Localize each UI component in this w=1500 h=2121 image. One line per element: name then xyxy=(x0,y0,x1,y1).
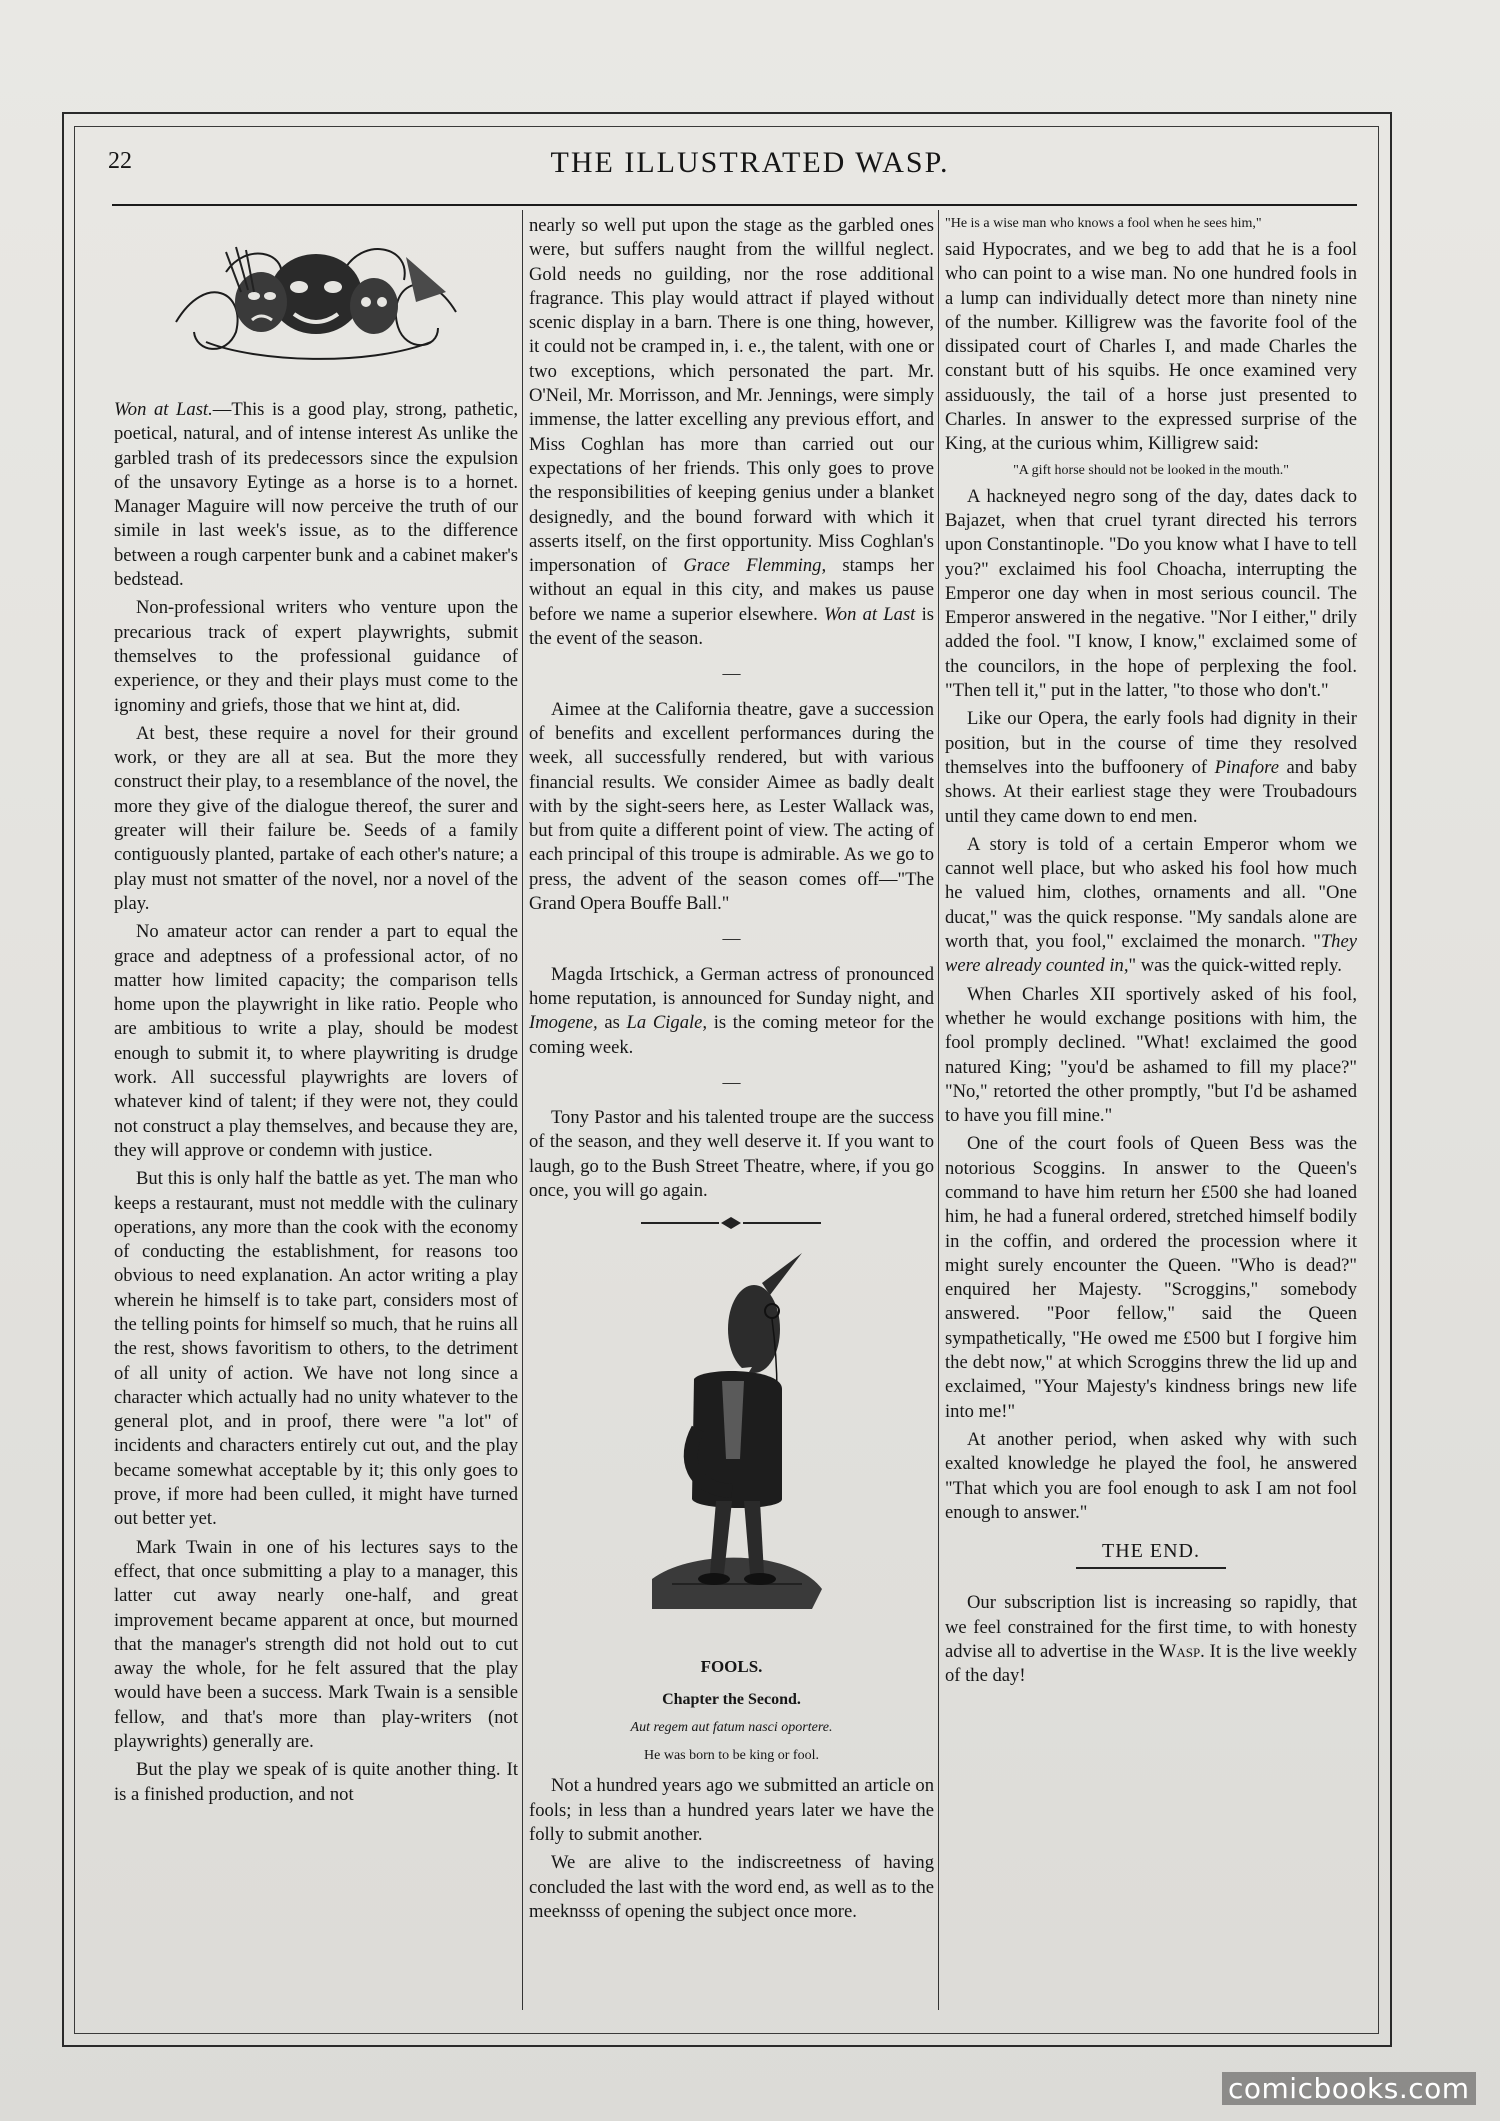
divider-flourish xyxy=(529,1213,934,1233)
title-la-cigale: La Cigale, xyxy=(626,1012,708,1034)
col2-paragraph-1a: nearly so well put upon the stage as the garbled ones were, but suffers naught from the willful neglect. Gold needs no guilding, nor the rose additional fragrance. This play would attract if played without scenic display in a barn. There is one thing, however, it could not be cramped in, i. e., the talent, with one or two exceptions, which personated the part. Mr. O'Neil, Mr. Morrisson, and Mr. Jennings, were simply immense, the latter excelling any previous effort, and Miss Coghlan has more than carried out our expectations of her friends. This only goes to prove the responsibilities of keeping genius under a blanket designedly, and the bound forward with which it asserts itself, on the first opportunity. Miss Coghlan's impersonation of xyxy=(529,215,934,577)
col1-paragraph-5: But this is only half the battle as yet. The man who keeps a restaurant, must not meddle with the culinary operations, any more than the cook with the economy of conducting the establishment, for reasons too obvious to need explanation. An actor writing a play wherein he himself is to take part, considers most of the telling points for himself so much, that he ruins all the rest, shows favoritism to others, to the detriment of all unity of action. We have not long since a character which actually had no unity whatever to the general plot, and in proof, there were "a lot" of incidents and characters entirely cut out, and the play became somewhat acceptable by it; this only goes to prove, if more had been culled, it might have turned out better yet. xyxy=(114,1168,518,1530)
col2-paragraph-1c: is the event of the season. xyxy=(529,603,934,650)
col1-paragraph-4: No amateur actor can render a part to equal the grace and adeptness of a professional actor, of no matter how limited capacity; the comparison tells home upon the playwright in like ratio. People who are ambitious to write a play, should be modest enough to submit it, to where playwriting is drudge work. All successful playwrights are lovers of whatever kind of talent; if they were not, they could not construct a play themselves, and because they are, they will approve or condemn with justice. xyxy=(114,921,518,1161)
col1-paragraph-1: —This is a good play, strong, pathetic, poetical, natural, and of intense interest As unlike the garbled trash of its predecessors since the expulsion of the unsavory Eytinge as a horse is to a hornet. Manager Maguire will now perceive the truth of our simile in last week's issue, as to the difference between a rough carpenter bunk and a cabinet maker's bedstead. xyxy=(114,399,518,591)
role-grace-flemming: Grace Flemming, xyxy=(683,555,827,577)
title-pinafore: Pinafore xyxy=(1214,756,1279,778)
col2-paragraph-magda-a: Magda Irtschick, a German actress of pronounced home reputation, is announced for Sunday night, and xyxy=(529,963,934,1009)
donkey-fool-illustration xyxy=(632,1249,832,1649)
section-dash-1: — xyxy=(722,663,741,684)
theatrical-masks-ornament xyxy=(166,232,466,372)
col3-paragraph-2: A hackneyed negro song of the day, dates dack to Bajazet, when that cruel tyrant directed his terrors upon Constantinople. "Do you know what I have to tell you?" exclaimed his fool Choacha, interrupting the Emperor one day when in most serious council. The Emperor answered in the negative. "Nor I either," drily added the fool. "I know, I know," exclaimed some of the councilors, in the hope of perplexing the fool. "Then tell it," put in the latter, "to those who don't." xyxy=(945,485,1357,702)
column-divider-2 xyxy=(938,210,939,2010)
col3-paragraph-4b: " was the quick-witted reply. xyxy=(1128,955,1342,977)
col3-paragraph-8b: It is the live weekly of the day! xyxy=(945,1641,1357,1687)
the-end-heading: THE END. xyxy=(1102,1540,1200,1563)
quote-wise-man: "He is a wise man who knows a fool when he sees him," xyxy=(945,216,1262,231)
col2-paragraph-tony-pastor: Tony Pastor and his talented troupe are the success of the season, and they well deserve it. If you want to laugh, go to the Bush Street Theatre, where, if you go once, you will go again. xyxy=(529,1107,934,1201)
col3-paragraph-7: At another period, when asked why with such exalted knowledge he played the fool, he answered "That which you are fool enough to ask I am not fool enough to answer." xyxy=(945,1428,1357,1523)
chapter-heading: Chapter the Second. xyxy=(662,1690,801,1708)
col2-paragraph-fools-1: Not a hundred years ago we submitted an article on fools; in less than a hundred years later we have the folly to submit another. xyxy=(529,1775,934,1846)
play-title-won-at-last: Won at Last. xyxy=(114,399,213,420)
header-rule xyxy=(112,204,1357,206)
col3-paragraph-8a: Our subscription list is increasing so rapidly, that we feel constrained for the first time, to with honesty advise all to advertise in the xyxy=(945,1592,1357,1663)
column-1 xyxy=(114,214,518,1811)
section-dash-3: — xyxy=(722,1071,741,1092)
illustration-caption: FOOLS. xyxy=(700,1657,763,1677)
col2-paragraph-magda-b: as xyxy=(597,1012,627,1034)
col1-paragraph-3: At best, these require a novel for their ground work, or they are all at sea. But the more they construct their play, to a resemblance of the novel, the more they give of the dialogue thereof, the surer and greater will their failure be. Seeds of a family contiguously planted, partake of each other's nature; a play must not smatter of the novel, nor a novel of the play. xyxy=(114,722,518,914)
col3-paragraph-4a: A story is told of a certain Emperor whom we cannot well place, but who asked his fool how much he valued him, clothes, ornaments and all. "One ducat," was the quick response. "My sandals alone are worth that, you fool," exclaimed the monarch. " xyxy=(945,833,1357,953)
title-imogene: Imogene, xyxy=(529,1012,598,1034)
site-watermark: comicbooks.com xyxy=(1222,2072,1476,2105)
col1-paragraph-2: Non-professional writers who venture upon the precarious track of expert playwrights, submit themselves to the professional guidance of experience, or they and their plays must come to the ignominy and griefs, those that we hint at, did. xyxy=(114,597,518,716)
col1-paragraph-7: But the play we speak of is quite another thing. It is a finished production, and not xyxy=(114,1759,518,1805)
col3-paragraph-1: said Hypocrates, and we beg to add that he is a fool who can point to a wise man. No one hundred fools in a lump can individually detect more than ninety nine of the number. Killigrew was the favorite fool of the dissipated court of Charles I, and made Charles the constant butt of his squibs. He once examined very assiduously, the tail of a horse just presented to Charles. In answer to the expressed surprise of the King, at the curious whim, Killigrew said: xyxy=(945,239,1357,455)
column-divider-1 xyxy=(522,210,523,2010)
col3-paragraph-6: One of the court fools of Queen Bess was the notorious Scoggins. In answer to the Queen's command to have him return her £500 she had loaned him, he had a funeral ordered, stretched himself bodily in the coffin, and ordered the procession where it might surely encounter the Queen. "Who is dead?" enquired her Majesty. "Scroggins," somebody answered. "Poor fellow," said the Queen sympathetically, "He owed me £500 but I forgive him the debt now," at which Scroggins threw the lid up and exclaimed, "Your Majesty's kindness brings new life into me!" xyxy=(945,1133,1357,1422)
col2-paragraph-fools-2: We are alive to the indiscreetness of having concluded the last with the word end, as well as to the meeknsss of opening the subject once more. xyxy=(529,1852,934,1922)
section-dash-2: — xyxy=(722,928,741,949)
col2-paragraph-1b: stamps her without an equal in this city, and makes us pause before we name a superior elsewhere. xyxy=(529,555,934,625)
col3-paragraph-3b: and baby shows. At their earliest stage they were Troubadours until they came down to end men. xyxy=(945,756,1357,827)
col1-paragraph-6: Mark Twain in one of his lectures says to the effect, that once submitting a play to a manager, this latter cut away nearly one-half, and great improvement became apparent at once, but mourned that the manager's strength did not hold out to cut away the whole, for he felt assured that the play would have been a success. Mark Twain is a sensible fellow, and that's more than play-writers (not playwrights) generally are. xyxy=(114,1536,518,1753)
masthead-title: THE ILLUSTRATED WASP. xyxy=(550,146,950,179)
quote-already-counted: They were already counted in, xyxy=(945,931,1357,977)
column-2 xyxy=(529,214,934,1928)
col3-paragraph-3a: Like our Opera, the early fools had dignity in their position, but in the course of time they resolved themselves into the buffoonery of xyxy=(945,708,1357,778)
col3-paragraph-5: When Charles XII sportively asked of his fool, whether he would exchange positions with him, the fool promply declined. "What! exclaimed the good natured King; "you'd be ashamed to fill my place?" "No," retorted the other promptly, "but I'd be ashamed to have you fill mine." xyxy=(945,983,1357,1127)
play-title-won-at-last-2: Won at Last xyxy=(824,603,916,625)
epigraph-translation: He was born to be king or fool. xyxy=(644,1748,819,1764)
col2-paragraph-aimee: Aimee at the California theatre, gave a succession of benefits and excellent performances during the week, all successfully rendered, but with various financial results. We consider Aimee as badly dealt with by the sight-seers here, as Lester Wallack was, but from quite a different point of view. The acting of each principal of this troupe is admirable. As we go to press, the advent of the season comes off—"The Grand Opera Bouffe Ball." xyxy=(529,698,934,915)
quote-gift-horse: "A gift horse should not be looked in the mouth." xyxy=(1013,462,1289,478)
col2-paragraph-magda-c: is the coming meteor for the coming week. xyxy=(529,1012,934,1058)
latin-epigraph: Aut regem aut fatum nasci oportere. xyxy=(630,1719,833,1735)
end-rule xyxy=(1076,1567,1226,1569)
column-3 xyxy=(945,214,1357,1693)
wasp-name: Wasp. xyxy=(1158,1641,1205,1663)
page-number: 22 xyxy=(108,148,132,174)
